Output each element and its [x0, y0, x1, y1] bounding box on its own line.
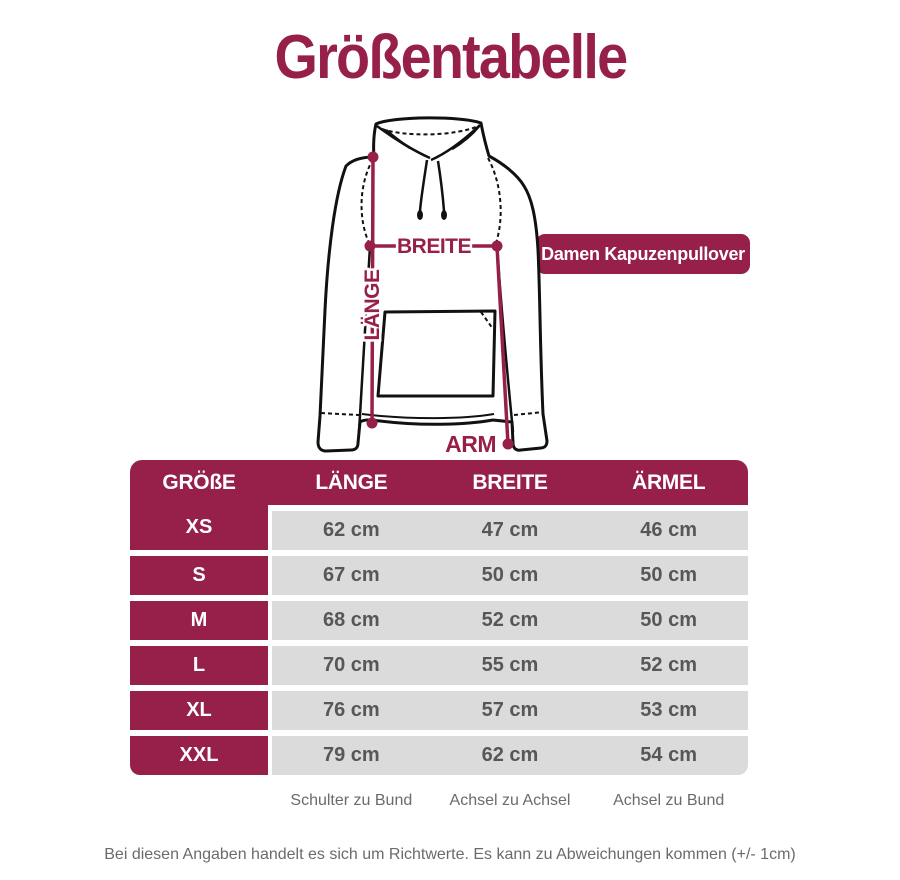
breite-label: BREITE	[396, 235, 472, 258]
header-laenge: LÄNGE	[315, 470, 388, 494]
disclaimer-text: Bei diesen Angaben handelt es sich um Richtwerte. Es kann zu Abweichungen kommen (+/- 1cm)	[104, 846, 796, 863]
table-row	[130, 556, 748, 595]
page-title-wrap	[0, 22, 900, 93]
table-row	[130, 511, 748, 550]
breite-value: 52 cm	[481, 609, 539, 631]
breite-value: 47 cm	[481, 519, 539, 541]
laenge-value: 68 cm	[322, 609, 380, 631]
hoodie-outline	[318, 118, 547, 451]
size-cell: L	[130, 646, 268, 685]
footnote-laenge: Schulter zu Bund	[290, 792, 413, 809]
breite-value: 55 cm	[481, 654, 539, 676]
aermel-value: 54 cm	[640, 744, 698, 766]
size-cell: XXL	[130, 736, 268, 775]
header-breite: BREITE	[472, 470, 548, 494]
size-table	[130, 460, 748, 775]
aermel-value: 50 cm	[640, 609, 698, 631]
table-header-row	[130, 460, 748, 505]
size-cell: XL	[130, 691, 268, 730]
value-cells	[272, 646, 748, 685]
laenge-value: 67 cm	[322, 564, 380, 586]
size-cell: S	[130, 556, 268, 595]
aermel-value: 52 cm	[640, 654, 698, 676]
arm-label: ARM	[445, 431, 496, 457]
table-row	[130, 736, 748, 775]
header-size: GRÖßE	[162, 470, 236, 494]
value-cells	[272, 736, 748, 775]
page-title: Größentabelle	[274, 23, 626, 92]
footnote-aermel: Achsel zu Bund	[613, 792, 725, 809]
aermel-value: 50 cm	[640, 564, 698, 586]
laenge-value: 76 cm	[322, 699, 380, 721]
size-cell: M	[130, 601, 268, 640]
value-cells	[272, 691, 748, 730]
table-row	[130, 601, 748, 640]
aermel-value: 53 cm	[640, 699, 698, 721]
laenge-value: 79 cm	[322, 744, 380, 766]
table-row	[130, 691, 748, 730]
hoodie-diagram	[290, 100, 610, 470]
product-type-label: Damen Kapuzenpullover	[541, 243, 745, 264]
laenge-value: 70 cm	[322, 654, 380, 676]
value-cells	[272, 601, 748, 640]
laenge-value: 62 cm	[322, 519, 380, 541]
column-footnotes	[130, 792, 748, 810]
value-cells	[272, 511, 748, 550]
laenge-label: LÄNGE	[361, 269, 384, 341]
value-cells	[272, 556, 748, 595]
kangaroo-pocket	[378, 311, 495, 396]
breite-value: 62 cm	[481, 744, 539, 766]
breite-value: 50 cm	[481, 564, 539, 586]
header-aermel: ÄRMEL	[632, 470, 706, 494]
aermel-value: 46 cm	[640, 519, 698, 541]
breite-value: 57 cm	[481, 699, 539, 721]
table-row	[130, 646, 748, 685]
footnote-breite: Achsel zu Achsel	[449, 792, 571, 809]
size-cell: XS	[130, 505, 268, 550]
